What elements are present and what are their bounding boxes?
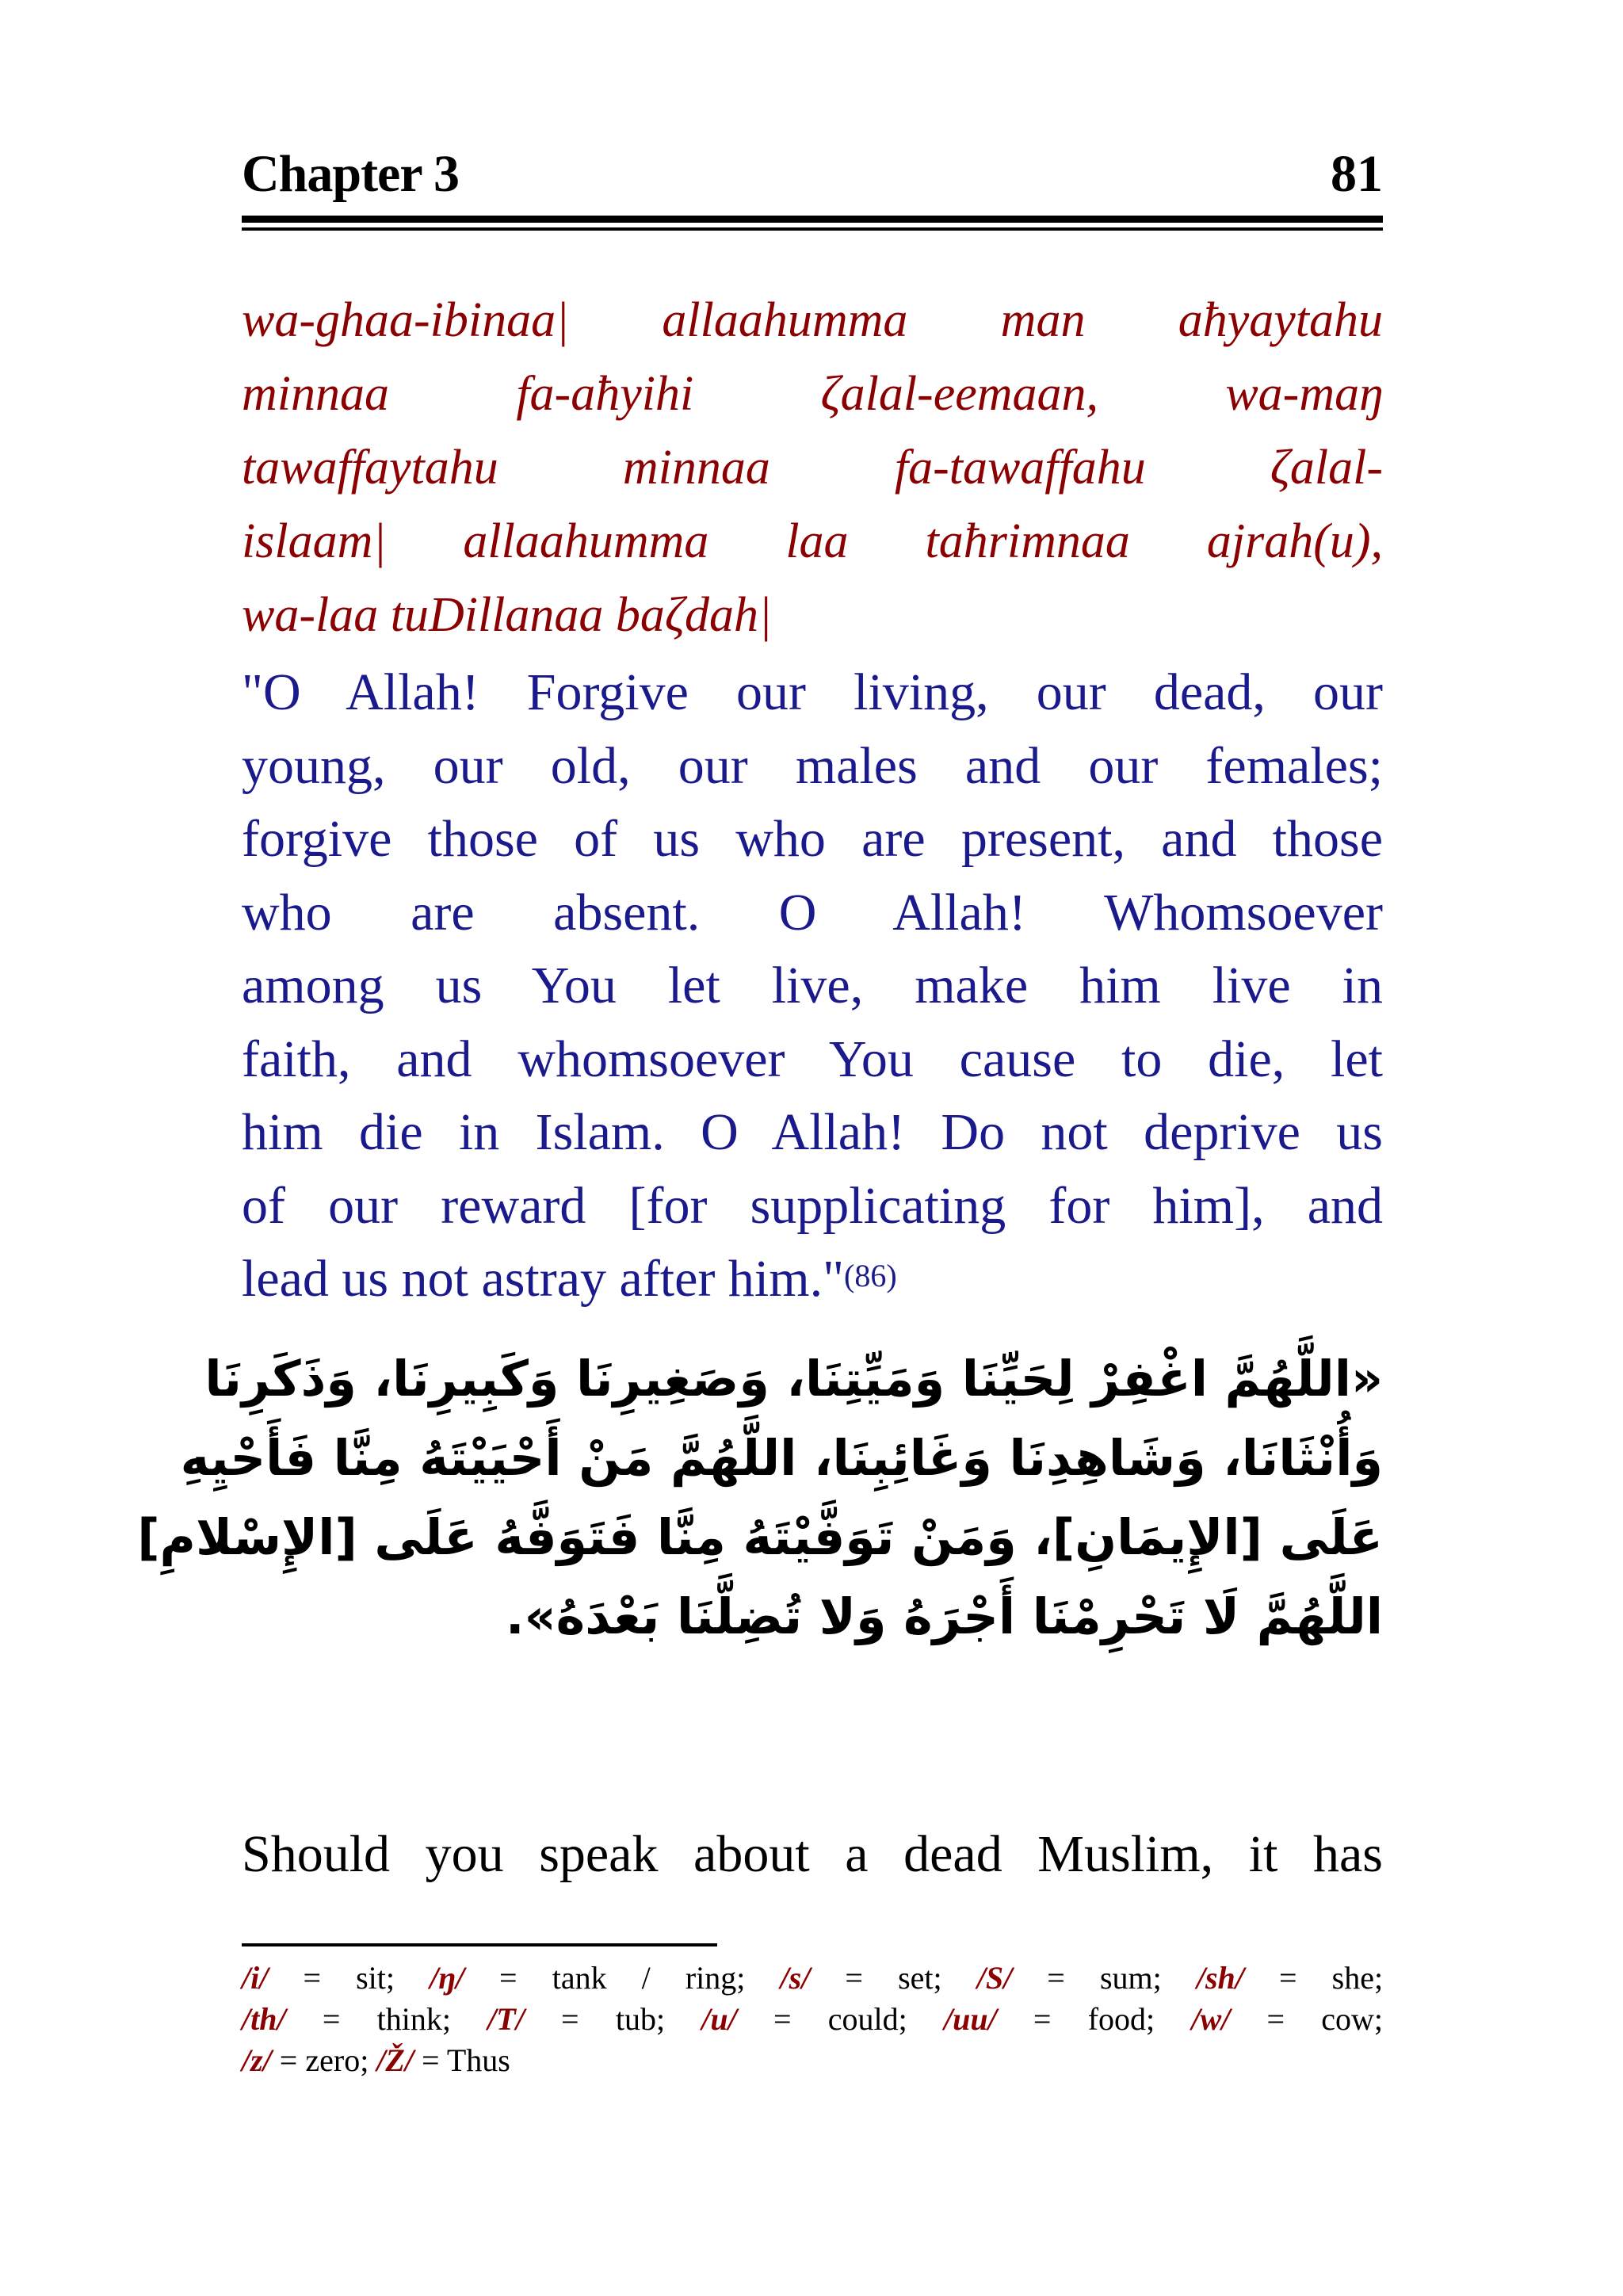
translation-line-text: lead us not astray after him.": [242, 1250, 845, 1308]
page-number: 81: [1331, 145, 1383, 203]
arabic-line: عَلَى [الإِيمَانِ]، وَمَنْ تَوَفَّيْتَهُ مِنَّا فَتَوَفَّهُ عَلَى [الإِسْلامِ]: [137, 1508, 1383, 1566]
footnote-example: sum;: [1099, 1960, 1162, 1996]
header-rule-thin: [242, 227, 1383, 231]
footnote-example: think;: [376, 2001, 451, 2037]
footnote-equals: =: [322, 2001, 341, 2037]
footnote-symbol: /uu/: [943, 2001, 997, 2037]
footnote-line: [242, 2040, 1383, 2081]
footnote-line: [242, 1958, 1383, 1999]
footnote-equals: =: [1033, 2001, 1052, 2037]
footnote-symbol: /S/: [976, 1960, 1013, 1996]
footnote-example: sit;: [356, 1960, 395, 1996]
footnote-example: zero;: [305, 2042, 369, 2078]
arabic-line: اللَّهُمَّ لَا تَحْرِمْنَا أَجْرَهُ وَلا تُضِلَّنَا بَعْدَهُ».: [506, 1587, 1383, 1645]
transliteration-line: minnaa fa-aħyihi ζalal-eemaan, wa-maŋ: [242, 367, 1383, 421]
arabic-block: [137, 1339, 1383, 1656]
footnote-symbol: /T/: [487, 2001, 525, 2037]
footnote-example: could;: [827, 2001, 907, 2037]
footnote-symbol: /Ž/: [376, 2042, 414, 2078]
chapter-title: Chapter 3: [242, 145, 459, 203]
footnote-equals: =: [303, 1960, 321, 1996]
footnote-example: tank / ring;: [552, 1960, 746, 1996]
translation-line: him die in Islam. O Allah! Do not deprive us: [242, 1103, 1383, 1161]
footnote-example: cow;: [1321, 2001, 1384, 2037]
translation-line: forgive those of us who are present, and those: [242, 810, 1383, 868]
footnote-equals: =: [1047, 1960, 1065, 1996]
footnote-symbol: /s/: [780, 1960, 811, 1996]
arabic-line: «اللَّهُمَّ اغْفِرْ لِحَيِّنَا وَمَيِّتِنَا، وَصَغِيرِنَا وَكَبِيرِنَا، وَذَكَرِنَا: [204, 1350, 1383, 1408]
footnote-rule: [242, 1943, 717, 1946]
footnote-example: Thus: [446, 2042, 510, 2078]
translation-block: [242, 656, 1383, 1316]
transliteration-line: tawaffaytahu minnaa fa-tawaffahu ζalal-: [242, 441, 1383, 495]
footnote-line: [242, 1999, 1383, 2040]
footnote-example: food;: [1087, 2001, 1155, 2037]
body-paragraph: Should you speak about a dead Muslim, it has: [242, 1825, 1383, 1883]
footnote-equals: =: [421, 2042, 440, 2078]
footnote-symbol: /z/: [242, 2042, 272, 2078]
pronunciation-footnote: [242, 1958, 1383, 2081]
footnote-symbol: /u/: [701, 2001, 737, 2037]
footnote-reference[interactable]: (86): [844, 1258, 897, 1293]
footnote-symbol: /th/: [242, 2001, 286, 2037]
page-header: [242, 147, 1383, 202]
transliteration-line: islaam| allaahumma laa taħrimnaa ajrah(u),: [242, 514, 1383, 568]
translation-line: who are absent. O Allah! Whomsoever: [242, 883, 1383, 942]
translation-line: among us You let live, make him live in: [242, 957, 1383, 1014]
footnote-example: she;: [1331, 1960, 1384, 1996]
header-rule-thick: [242, 216, 1383, 223]
footnote-equals: =: [499, 1960, 517, 1996]
footnote-equals: =: [1266, 2001, 1285, 2037]
footnote-symbol: /sh/: [1196, 1960, 1244, 1996]
transliteration-line: wa-ghaa-ibinaa| allaahumma man aħyaytahu: [242, 293, 1383, 347]
translation-line: of our reward [for supplicating for him], and: [242, 1176, 1383, 1235]
footnote-equals: =: [773, 2001, 792, 2037]
footnote-example: set;: [898, 1960, 942, 1996]
translation-line: young, our old, our males and our females;: [242, 736, 1383, 795]
footnote-symbol: /ŋ/: [430, 1960, 464, 1996]
translation-line: "O Allah! Forgive our living, our dead, our: [242, 663, 1383, 721]
arabic-line: وَأُنْثَانَا، وَشَاهِدِنَا وَغَائِبِنَا، اللَّهُمَّ مَنْ أَحْيَيْتَهُ مِنَّا فَأَحْيِهِ: [180, 1429, 1383, 1487]
footnote-equals: =: [845, 1960, 863, 1996]
footnote-symbol: /w/: [1191, 2001, 1231, 2037]
translation-last-line: [242, 1243, 1383, 1316]
footnote-equals: =: [279, 2042, 298, 2078]
transliteration-line: wa-laa tuDillanaa baζdah|: [242, 588, 773, 642]
translation-line: faith, and whomsoever You cause to die, let: [242, 1030, 1383, 1088]
transliteration-block: [242, 284, 1383, 652]
footnote-symbol: /i/: [242, 1960, 269, 1996]
footnote-equals: =: [1278, 1960, 1297, 1996]
footnote-example: tub;: [615, 2001, 666, 2037]
footnote-equals: =: [561, 2001, 579, 2037]
